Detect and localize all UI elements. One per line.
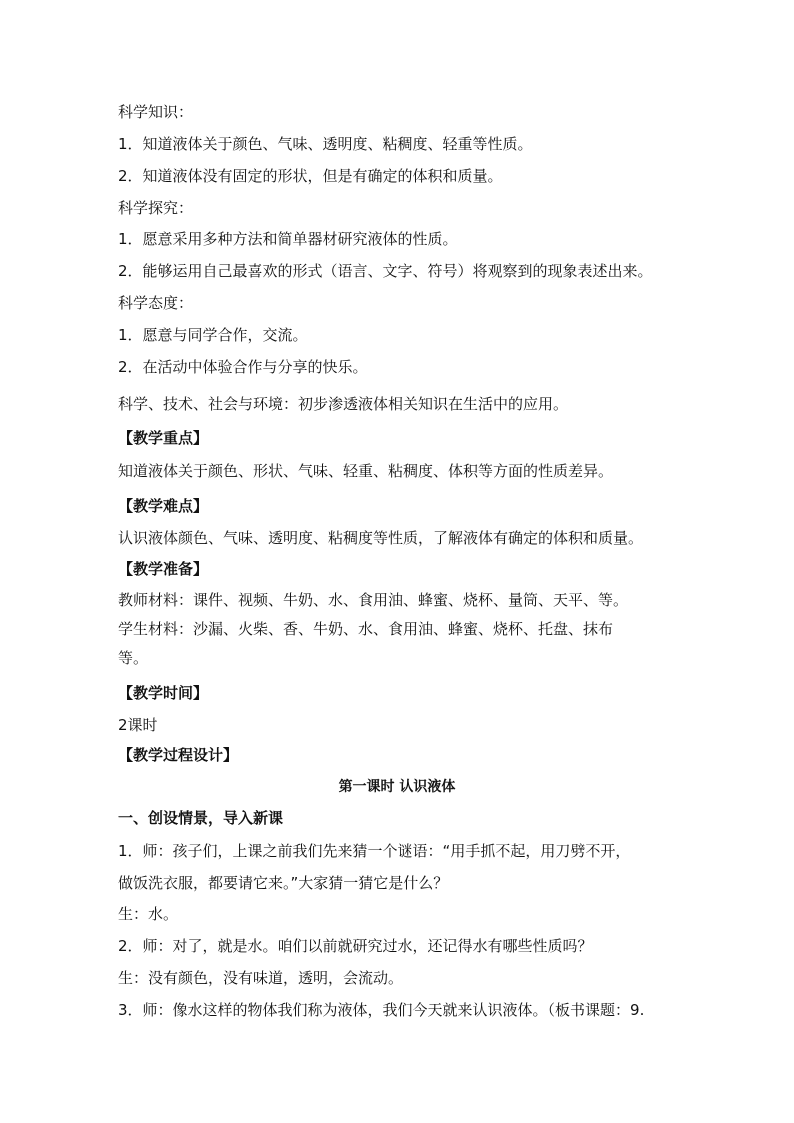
- text-line: 1．愿意与同学合作，交流。: [118, 326, 308, 344]
- heading-teaching-time: 【教学时间】: [118, 684, 209, 702]
- section-label-attitude: 科学态度：: [118, 294, 194, 312]
- text-line: 2．知道液体没有固定的形状，但是有确定的体积和质量。: [118, 167, 503, 185]
- text-line: 科学、技术、社会与环境：初步渗透液体相关知识在生活中的应用。: [118, 395, 569, 413]
- text-line: 等。: [118, 649, 149, 667]
- text-line: 3．师：像水这样的物体我们称为液体，我们今天就来认识液体。（板书课题：9.: [118, 1001, 645, 1019]
- text-line: 知道液体关于颜色、形状、气味、轻重、粘稠度、体积等方面的性质差异。: [118, 462, 614, 480]
- heading-process-design: 【教学过程设计】: [118, 746, 239, 764]
- section-label-inquiry: 科学探究：: [118, 199, 194, 217]
- heading-intro: 一、创设情景，导入新课: [118, 809, 284, 827]
- heading-preparation: 【教学准备】: [118, 560, 209, 578]
- text-line: 1．知道液体关于颜色、气味、透明度、粘稠度、轻重等性质。: [118, 135, 533, 153]
- text-line: 2课时: [118, 716, 158, 734]
- heading-difficulties: 【教学难点】: [118, 497, 209, 515]
- text-line: 1．师：孩子们，上课之前我们先来猜一个谜语：“用手抓不起，用刀劈不开，: [118, 842, 631, 860]
- text-line: 学生材料：沙漏、火柴、香、牛奶、水、食用油、蜂蜜、烧杯、托盘、抹布: [118, 620, 614, 638]
- text-line: 教师材料：课件、视频、牛奶、水、食用油、蜂蜜、烧杯、量筒、天平、等。: [118, 591, 629, 609]
- text-line: 1．愿意采用多种方法和简单器材研究液体的性质。: [118, 230, 458, 248]
- text-line: 2．在活动中体验合作与分享的快乐。: [118, 358, 368, 376]
- heading-key-points: 【教学重点】: [118, 429, 209, 447]
- text-line: 2．师：对了，就是水。咱们以前就研究过水，还记得水有哪些性质吗？: [118, 937, 593, 955]
- section-label-knowledge: 科学知识：: [118, 103, 194, 121]
- text-line: 做饭洗衣服，都要请它来。”大家猜一猜它是什么？: [118, 874, 449, 892]
- text-line: 认识液体颜色、气味、透明度、粘稠度等性质，了解液体有确定的体积和质量。: [118, 529, 644, 547]
- text-line: 生：没有颜色，没有味道，透明，会流动。: [118, 969, 404, 987]
- text-line: 2．能够运用自己最喜欢的形式（语言、文字、符号）将观察到的现象表述出来。: [118, 262, 653, 280]
- text-line: 生：水。: [118, 905, 179, 923]
- lesson-title: 第一课时 认识液体: [338, 779, 456, 795]
